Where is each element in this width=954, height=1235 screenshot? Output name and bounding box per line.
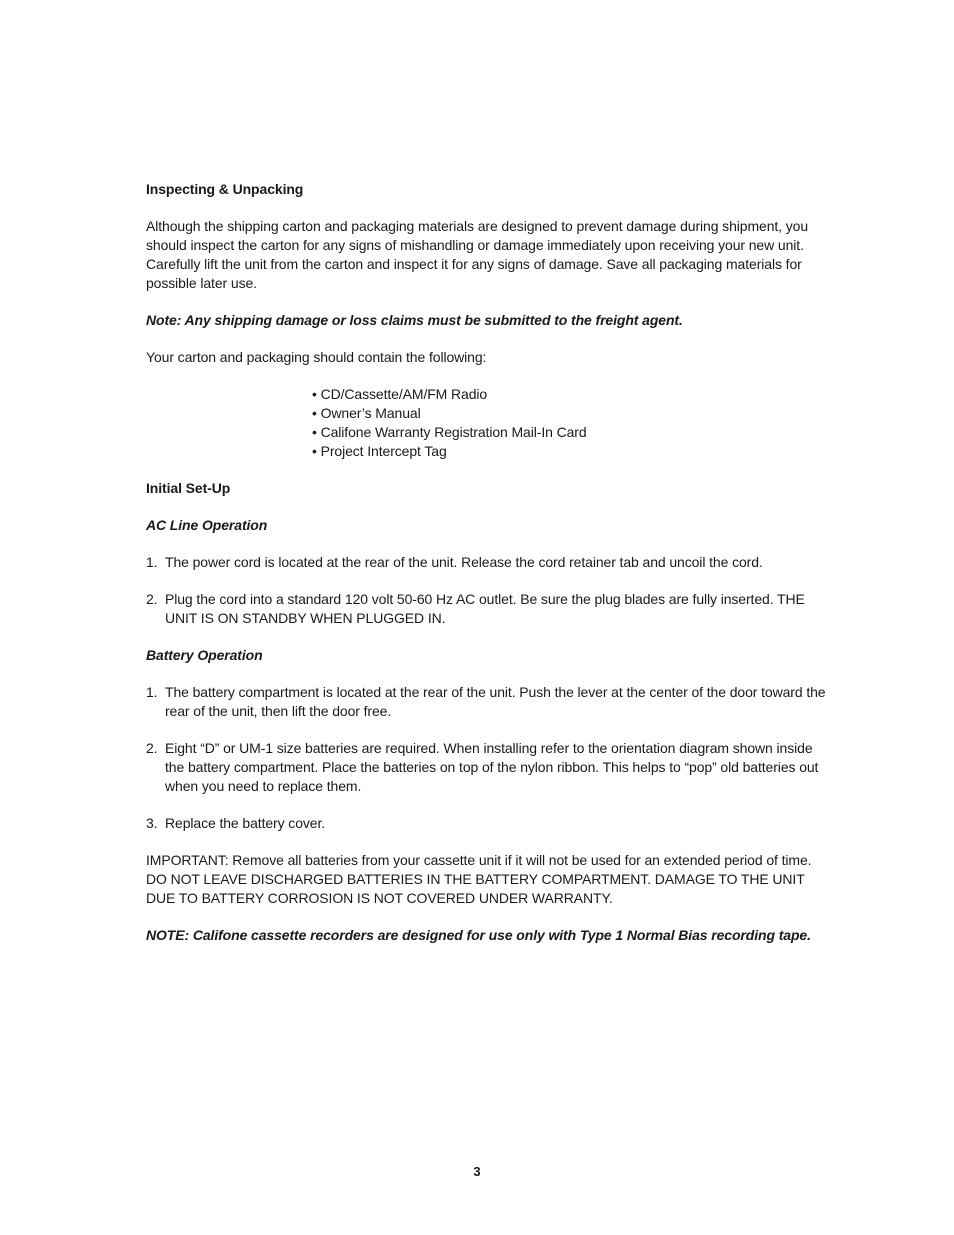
manual-page-content <box>146 180 830 945</box>
step-text: Plug the cord into a standard 120 volt 50-60 Hz AC outlet. Be sure the plug blades are fully inserted. THE UNIT IS ON STANDBY WHEN PLUGGED IN. <box>165 591 805 626</box>
step-number: 1. <box>146 684 158 700</box>
ac-line-operation-heading: AC Line Operation <box>146 517 268 533</box>
list-item <box>146 553 830 572</box>
battery-steps-list <box>146 683 830 833</box>
contents-intro: Your carton and packaging should contain the following: <box>146 349 487 365</box>
list-item <box>146 683 830 721</box>
ac-steps-list <box>146 553 830 628</box>
step-number: 2. <box>146 740 158 756</box>
list-item <box>146 739 830 796</box>
battery-operation-heading: Battery Operation <box>146 647 263 663</box>
step-text: Eight “D” or UM-1 size batteries are required. When installing refer to the orientation diagram shown inside the battery compartment. Place the batteries on top of the nylon ribbon. This helps to “pop” old batteries out when you need to replace them. <box>165 740 819 794</box>
initial-setup-heading: Initial Set-Up <box>146 480 231 496</box>
page-number: 3 <box>473 1164 481 1179</box>
important-warning: IMPORTANT: Remove all batteries from your cassette unit if it will not be used for an extended period of time. DO NOT LEAVE DISCHARGED BATTERIES IN THE BATTERY COMPARTMENT. DAMAGE TO THE UNIT DUE TO BATTERY CORROSION IS NOT COVERED UNDER WARRANTY. <box>146 852 812 906</box>
inspecting-heading: Inspecting & Unpacking <box>146 181 304 197</box>
step-number: 1. <box>146 554 158 570</box>
inspecting-intro: Although the shipping carton and packaging materials are designed to prevent damage during shipment, you should inspect the carton for any signs of mishandling or damage immediately upon receiving your new unit. Carefully lift the unit from the carton and inspect it for any signs of damage. Save all packaging materials for possible later use. <box>146 218 809 291</box>
list-item <box>146 814 830 833</box>
list-item: • Owner’s Manual <box>312 405 421 421</box>
step-number: 3. <box>146 815 158 831</box>
step-text: The battery compartment is located at the rear of the unit. Push the lever at the center of the door toward the rear of the unit, then lift the door free. <box>165 684 826 719</box>
contents-list <box>312 385 830 461</box>
list-item: • Califone Warranty Registration Mail-In Card <box>312 424 587 440</box>
list-item: • CD/Cassette/AM/FM Radio <box>312 386 488 402</box>
list-item <box>146 590 830 628</box>
step-text: Replace the battery cover. <box>165 815 326 831</box>
shipping-damage-note: Note: Any shipping damage or loss claims must be submitted to the freight agent. <box>146 312 683 328</box>
step-text: The power cord is located at the rear of the unit. Release the cord retainer tab and uncoil the cord. <box>165 554 763 570</box>
tape-type-note: NOTE: Califone cassette recorders are designed for use only with Type 1 Normal Bias recording tape. <box>146 927 811 943</box>
step-number: 2. <box>146 591 158 607</box>
list-item: • Project Intercept Tag <box>312 443 447 459</box>
